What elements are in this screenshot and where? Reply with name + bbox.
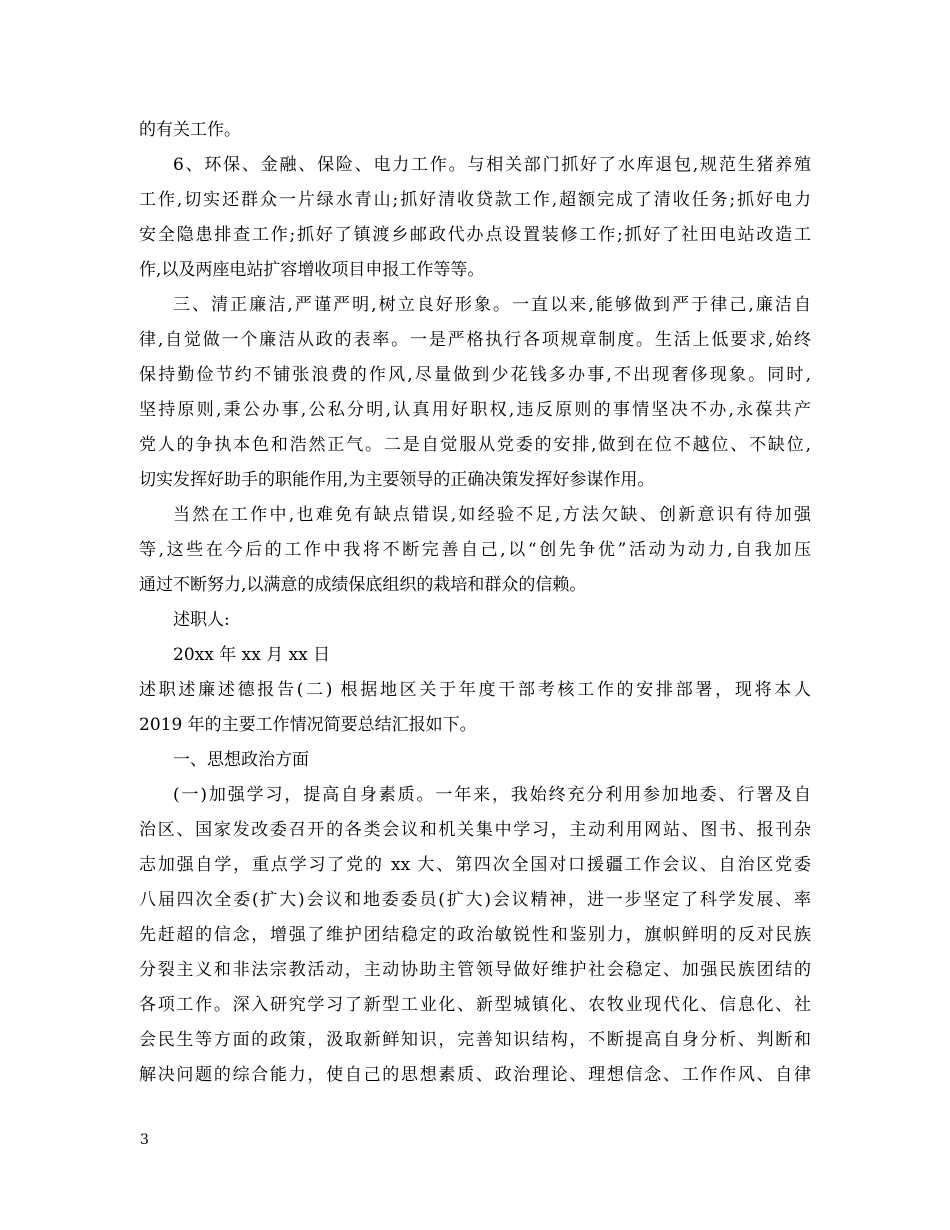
text-line: 党人的争执本色和浩然正气。二是自觉服从党委的安排,做到在位不越位、不缺位, [139,435,811,455]
text-line: 治区、国家发改委召开的各类会议和机关集中学习，主动利用网站、图书、报刊杂 [139,820,811,840]
text-line: 一、思想政治方面 [173,750,309,770]
text-line: 安全隐患排查工作;抓好了镇渡乡邮政代办点设置装修工作;抓好了社田电站改造工 [139,225,811,245]
text-line: 当然在工作中,也难免有缺点错误,如经验不足,方法欠缺、创新意识有待加强 [173,505,811,525]
text-line: 20xx 年 xx 月 xx 日 [173,645,331,665]
text-line: 解决问题的综合能力，使自己的思想素质、政治理论、理想信念、工作作风、自律 [139,1065,811,1085]
document-body [139,113,811,1093]
text-line: 的有关工作。 [139,120,241,140]
text-line: 保持勤俭节约不铺张浪费的作风,尽量做到少花钱多办事,不出现奢侈现象。同时, [139,365,811,385]
text-line: 工作,切实还群众一片绿水青山;抓好清收贷款工作,超额完成了清收任务;抓好电力 [139,190,811,210]
text-line: 切实发挥好助手的职能作用,为主要领导的正确决策发挥好参谋作用。 [139,470,655,490]
text-line: 会民生等方面的政策，汲取新鲜知识，完善知识结构，不断提高自身分析、判断和 [139,1030,811,1050]
text-line: 先赶超的信念，增强了维护团结稳定的政治敏锐性和鉴别力，旗帜鲜明的反对民族 [139,925,811,945]
text-line: 分裂主义和非法宗教活动，主动协助主管领导做好维护社会稳定、加强民族团结的 [139,960,811,980]
text-line: 2019 年的主要工作情况简要总结汇报如下。 [139,715,477,735]
text-line: 律,自觉做一个廉洁从政的表率。一是严格执行各项规章制度。生活上低要求,始终 [139,330,811,350]
text-line: 志加强自学，重点学习了党的 xx 大、第四次全国对口援疆工作会议、自治区党委 [139,855,811,875]
page-number: 3 [140,1132,149,1148]
text-line: 通过不断努力,以满意的成绩保底组织的栽培和群众的信赖。 [139,575,587,595]
text-line: 作,以及两座电站扩容增收项目申报工作等等。 [139,260,485,280]
text-line: 各项工作。深入研究学习了新型工业化、新型城镇化、农牧业现代化、信息化、社 [139,995,811,1015]
text-line: (一)加强学习，提高自身素质。一年来，我始终充分利用参加地委、行署及自 [173,785,811,805]
text-line: 述职述廉述德报告(二) 根据地区关于年度干部考核工作的安排部署，现将本人 [139,680,811,700]
text-line: 三、清正廉洁,严谨严明,树立良好形象。一直以来,能够做到严于律己,廉洁自 [173,295,811,315]
text-line: 6、环保、金融、保险、电力工作。与相关部门抓好了水库退包,规范生猪养殖 [173,155,811,175]
text-line: 八届四次全委(扩大)会议和地委委员(扩大)会议精神，进一步坚定了科学发展、率 [139,890,811,910]
text-line: 坚持原则,秉公办事,公私分明,认真用好职权,违反原则的事情坚决不办,永葆共产 [139,400,811,420]
text-line: 等,这些在今后的工作中我将不断完善自己,以“创先争优”活动为动力,自我加压 [139,540,811,560]
text-line: 述职人: [173,610,230,630]
